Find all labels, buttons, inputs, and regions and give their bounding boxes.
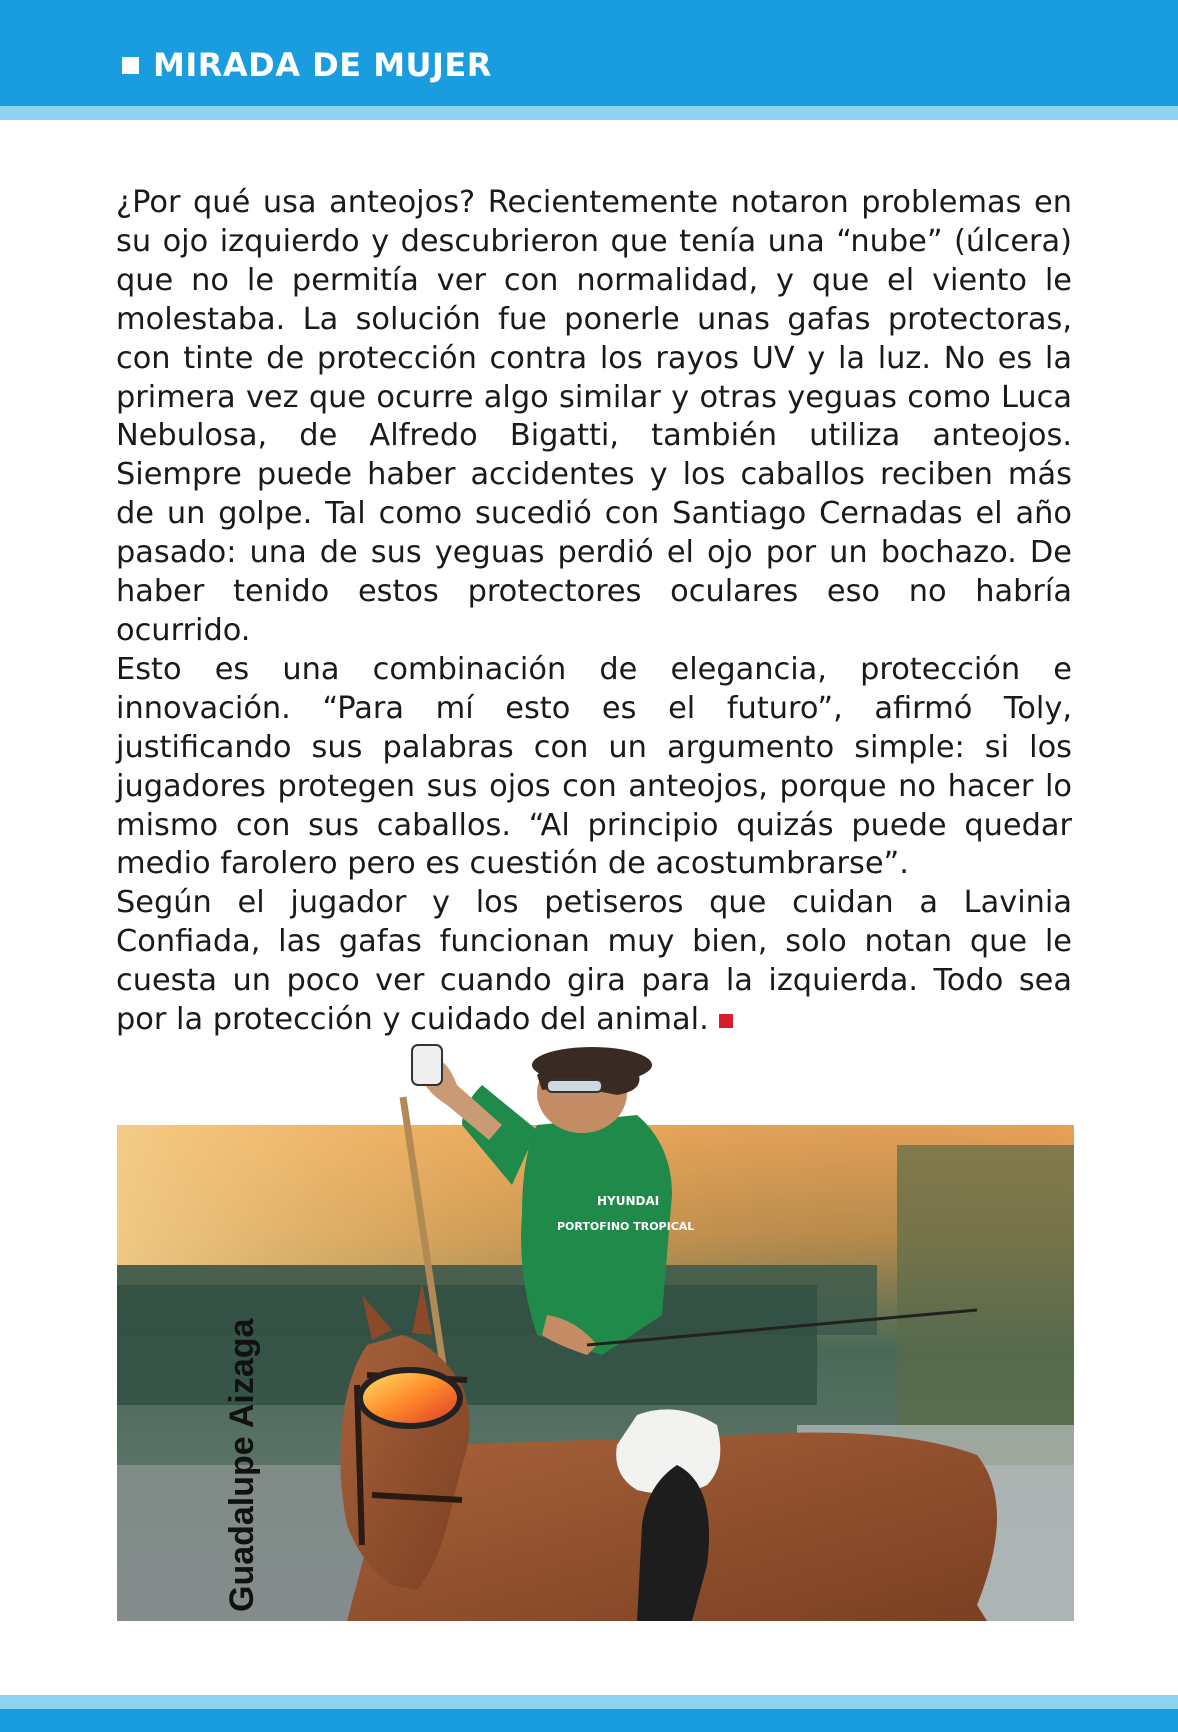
header-stripe xyxy=(0,106,1178,120)
section-title xyxy=(122,46,492,84)
shirt-text-portofino: PORTOFINO TROPICAL xyxy=(557,1220,695,1233)
section-title-text: MIRADA DE MUJER xyxy=(153,46,492,84)
article-body xyxy=(116,184,1072,1040)
shirt-text-hyundai: HYUNDAI xyxy=(597,1194,660,1208)
photo-credit xyxy=(52,1318,432,1624)
paragraph-1: ¿Por qué usa anteojos? Recientemente notaron problemas en su ojo izquierdo y descubrieron que tenía una “nube” (úlcera) que no le permitía ver con normalidad, y que el viento le molestaba. La solución fue ponerle unas gafas protectoras, con tinte de protección contra los rayos UV y la luz. No es la primera vez que ocurre algo similar y otras yeguas como Luca Nebulosa, de Alfredo Bigatti, también utiliza anteojos. Siempre puede haber accidentes y los caballos reciben más de un golpe. Tal como sucedió con Santiago Cernadas el año pasado: una de sus yeguas perdió el ojo por un bochazo. De haber tenido estos protectores oculares eso no habría ocurrido. xyxy=(116,185,1072,648)
paragraph-3-text: Según el jugador y los petiseros que cuidan a Lavinia Confiada, las gafas funcionan muy bien, solo notan que le cuesta un poco ver cuando gira para la izquierda. Todo sea por la protección y cuidado del animal. xyxy=(116,885,1072,1038)
paragraph-3 xyxy=(116,884,1072,1040)
paragraph-2: Esto es una combinación de elegancia, protección e innovación. “Para mí esto es el futuro”, afirmó Toly, justificando sus palabras con un argumento simple: si los jugadores protegen sus ojos con anteojos, porque no hacer lo mismo con sus caballos. “Al principio quizás puede quedar medio farolero pero es cuestión de acostumbrarse”. xyxy=(116,651,1072,882)
footer-bar xyxy=(0,1709,1178,1732)
section-square-icon xyxy=(122,57,139,74)
photo-credit-name: Guadalupe Aizaga xyxy=(222,1318,261,1612)
footer-stripe xyxy=(0,1695,1178,1709)
end-mark-icon xyxy=(719,1014,733,1028)
